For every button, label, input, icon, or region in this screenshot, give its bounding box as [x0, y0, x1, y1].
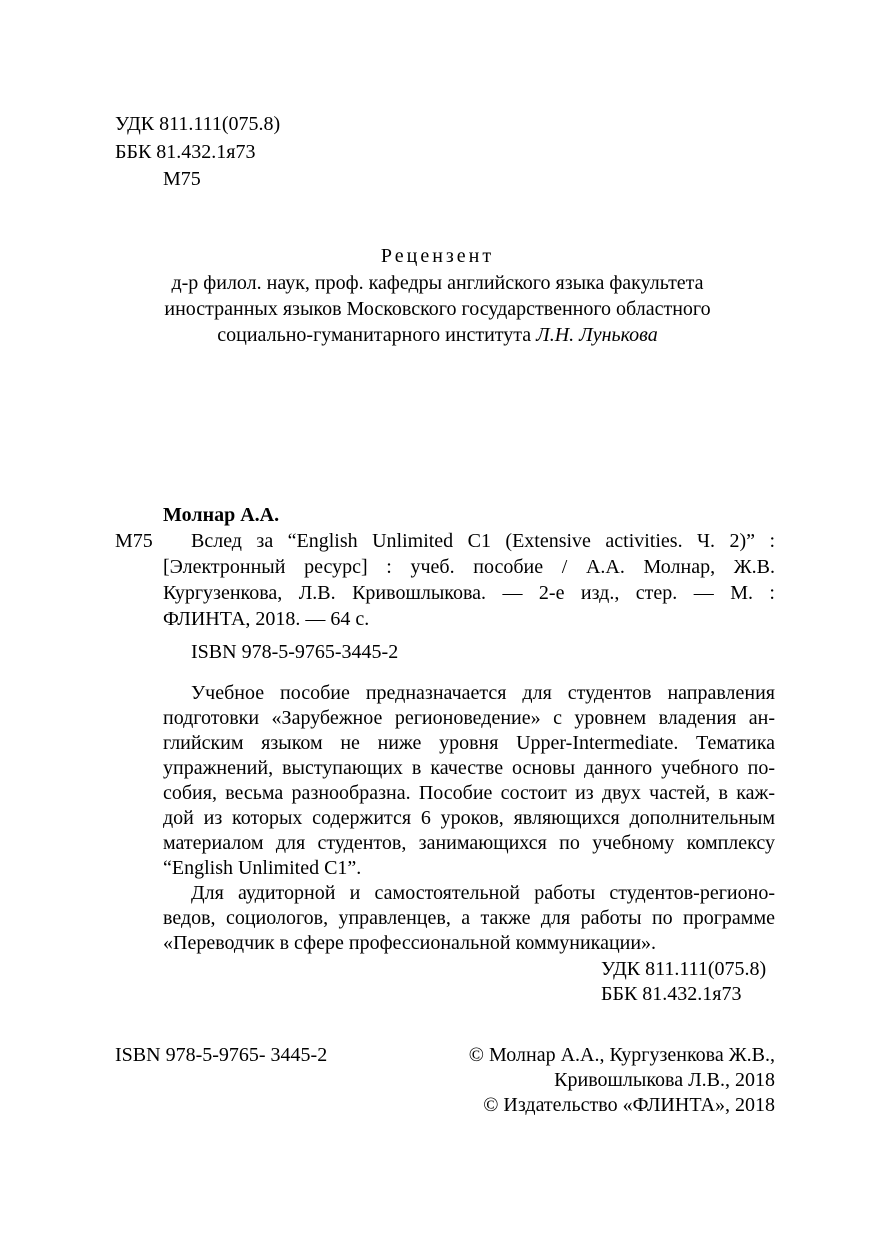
- annotation-line: Учебное пособие предназначается для студентов направления: [191, 682, 775, 704]
- annotation-line: дой из которых содержится 6 уроков, являющихся дополнительным: [163, 807, 775, 829]
- annotation-line: материалом для студентов, занимающихся по учебному комплексу: [163, 832, 775, 854]
- footer-isbn: ISBN 978-5-9765- 3445-2: [115, 1044, 328, 1066]
- annotation-line: ведов, социологов, управленцев, а также для работы по программе: [163, 907, 775, 929]
- record-isbn: ISBN 978-5-9765-3445-2: [191, 641, 399, 663]
- udk-code: УДК 811.111(075.8): [115, 113, 281, 135]
- annotation-line: собия, весьма разнообразна. Пособие состоит из двух частей, в каж-: [163, 782, 775, 804]
- copyright-line: © Молнар А.А., Кургузенкова Ж.В.,: [468, 1044, 775, 1066]
- annotation-udk: УДК 811.111(075.8): [601, 958, 767, 980]
- reviewer-institute: социально-гуманитарного института: [217, 324, 532, 346]
- annotation-line: “English Unlimited C1”.: [163, 857, 362, 879]
- annotation-line: глийским языком не ниже уровня Upper-Intermediate. Тематика: [163, 732, 775, 754]
- record-author: Молнар А.А.: [163, 504, 280, 526]
- record-title-line: Кургузенкова, Л.В. Кривошлыкова. — 2-е изд., стер. — М. :: [163, 582, 775, 604]
- bbk-code: ББК 81.432.1я73: [115, 141, 256, 163]
- reviewer-heading: Рецензент: [380, 245, 495, 267]
- copyright-line: Кривошлыкова Л.В., 2018: [554, 1069, 775, 1091]
- reviewer-line-3: [0, 323, 875, 348]
- annotation-line: Для аудиторной и самостоятельной работы студентов-регионо-: [191, 882, 775, 904]
- record-title-line: ФЛИНТА, 2018. — 64 с.: [163, 608, 370, 630]
- record-title-line: Вслед за “English Unlimited C1 (Extensive activities. Ч. 2)” :: [191, 530, 775, 552]
- copyright-line: © Издательство «ФЛИНТА», 2018: [483, 1094, 775, 1116]
- reviewer-line-2: иностранных языков Московского государственного областного: [164, 298, 711, 320]
- author-mark: М75: [163, 168, 201, 190]
- reviewer-name: Л.Н. Лунькова: [536, 324, 658, 346]
- annotation-bbk: ББК 81.432.1я73: [601, 983, 742, 1005]
- record-mark: М75: [115, 530, 153, 552]
- annotation-line: подготовки «Зарубежное регионоведение» с уровнем владения ан-: [163, 707, 775, 729]
- annotation-line: упражнений, выступающих в качестве основы данного учебного по-: [163, 757, 775, 779]
- annotation-line: «Переводчик в сфере профессиональной коммуникации».: [163, 932, 657, 954]
- record-title-line: [Электронный ресурс] : учеб. пособие / А.А. Молнар, Ж.В.: [163, 556, 775, 578]
- reviewer-line-1: д-р филол. наук, проф. кафедры английского языка факультета: [171, 272, 704, 294]
